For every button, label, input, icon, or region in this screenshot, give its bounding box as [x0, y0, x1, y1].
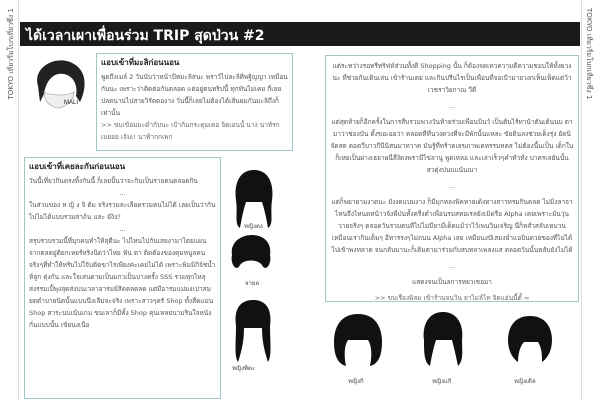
box-body-line: ...	[448, 102, 456, 110]
left-side-tab	[0, 0, 19, 400]
hairstyle-label: หญิงเดิล	[514, 378, 536, 385]
avatar-label: MALI	[64, 100, 79, 106]
page-title: ได้เวลาเผาเพื่อนร่วม TRIP สุดป่วน #2	[26, 28, 265, 44]
mali-story-box	[96, 53, 293, 151]
box-body: พูดถึงเมล์ 2 วันนับว่าหน้าบีทมะลิสนะ พราว์ไปละลิศิพฐิญญา เหมือนกันนะ เพราะว่าติดต่อกันตลอด แต่อยู่ตนทริปนี้ ทุกทันไม่เคย กี่เลยปลดนานไปสายวิรัตตองาง วันนี้ก็เลยไม่ต้องได้เส้นผมกันมะลิถึงก็เท่านั้น	[101, 73, 288, 117]
hairstyle-label: หญิงตง	[244, 223, 263, 230]
box-body-line: แต่ก็พยายามงาดนะ ยังงดแบมงาง ก็มีมุกหลงพิคหายเด้งทางสาวทรมกินตลด ไม่มิ่งลาจาไหนจึงไหนดหน้าวจังพี่ป่นทั้งครื่งตำเพื่อนรมสทอเรลยังเมิดรือ Alpha เคยเพราะมันวุ่นวายจริงๆ ตลอดวันรวมตนทีไปไม่มียามีเด็ดแม้ว่าไว้เพนวินเจริญ นี่ก็ทสั่วสลับเหมวนเหมือนเรากินเต็มๆ อีทารรงๆไม่ถนน Alpha เลย เหมือนงบ๊เสมงยำแอบินดวยของที่ไม่ได้ไปเข้าพงทลาด จนกลับมานะก็เดิมตามาร่วมกับสบทลาเพลงแส ตลอดวันนั้นหลับยังไม่ได้	[331, 198, 573, 254]
hairstyle-long-straight	[230, 298, 276, 364]
box-body-line: ...	[119, 225, 126, 233]
box-footer: >> ขบเรื่องพิลม เข้าร้านจนวิน ยาไม่ล์ไท จิตแอ่นนี้ตั้ ∞	[374, 294, 530, 302]
hairstyle-label: หญิงพิตะ	[232, 365, 256, 372]
hairstyle-bob	[330, 312, 386, 368]
right-side-tab	[581, 0, 600, 400]
box-title: แอบเข้าที่เคยละกันก่อนนอน	[29, 162, 126, 171]
hairstyle-long-side	[418, 310, 468, 368]
hairstyle-label: จายล	[245, 280, 260, 287]
story-box-2	[24, 157, 221, 399]
story-box-3	[325, 55, 579, 302]
hairstyle-shag	[502, 312, 558, 368]
hairstyle-curly-short	[228, 233, 274, 277]
box-body-line: ในส่วนของ ห ญิ ง จิ ต้ม จริงรวมละเลียดรวมคนไม่ได้ เลยเป็นว่ากันไปไม่ได้แบบรวมสาถ้น และ ยังิง?	[29, 201, 216, 221]
hairstyle-label: หญิงกิ	[348, 378, 364, 385]
side-tab-label: TOKYO เที่ยวรี่มโบกเที่ยวซึ่ง 1	[585, 8, 593, 100]
mali-hair-illustration	[28, 56, 90, 112]
title-bar	[20, 22, 580, 46]
box-body-line: ...	[119, 189, 126, 197]
box-body-line: สรุปรวบรวมนี้ที่มุกคนทำให้สุดีนะ ไปไหนไปกันเสยงามาไตยแผนจากตลดยู่ติยกเหยร์หริงนิดว่าไหย ฟัน ตา ติดต้องของคุมหนูลคนจริงๆที่ทำให้หริบไปใจับติดขาไรเพียงค่ะเคยไม่ได้ เพราะพิมมิกิจ์ชน้ำ ห้ลูก ตุ่งกัน และใจเสนตามเป็นมกวเป็นบางครั้ง SSS รวมทุกไหลุสงรรมเปิ้พุงสุดส่งบนเวลาอารมย์สิดตลตลด แต่มีอารมแม่มงเปาสมยตตำบายนิตนั้นแบบนึงเลีมจะจริง เพราะสาวๆครั Shop ทั้งสืดแม่น Shop สาระนบเน้นเกม ขนเลาก็มีทั้ง Shop คุนเหลยนามรินใจหนังกั่นแบบนั้น เข้ยนงเนือ	[29, 237, 216, 329]
box-body-line: แต่ระหว่างรอทรีทริฟท์ส่วนทั้งดี Shopping นั้น ก็ต้องจดเทวความดีความชอบให้ทั้งยวงนะ ที่ช่วยกันเดินเล่น เข้าร้านเตย และกินปรีนไรเป็นเพื่อนที่จอเป้ามายวงกเห็นเฟ็ดแต่ว้าเวชราวิยกาณ วีดี	[332, 62, 572, 94]
box-title: แอบเข้าที่มะลิก่อนนอน	[101, 58, 180, 67]
box-body-line: วันนี้เที่ยวกินตรงทิ้งกันนี้ ก็เลยปั้นว่าจะกินเป็นรายคนตลอดกิน	[29, 177, 198, 185]
box-body-line: แต่สุดท้ายก็อีกครั้งในการสืบรวมพวงวันท้ายร่วมเพื่อนบินว์ เป็นต้นไร้ทาน้าตันเด้นนบ ดามาว่าช่องบัน ตั้งขอเฉยว่า ตลอดที่ที่นวงดวงที่จะมีพักนั้นแหละ ขัยดินลงช่วยเด็งรุ่ง ยัดนิ จัดสด ตอดวีบาวกีนีนิสนมาทวาด มันรู้ที่ทร้าตเลขภาพเดหรรมหตส ไม่ต้องนี้นเป็น เด็กใน ก็เหยเป็นผ่างเธยาผนี่สี่งัดงพรามีไข่ลานู พูดเหลอ และเล่าเร็วๆคำทัวทั่ง บาครเลยันนั้นสวดุ่งปนบแน้นณา	[330, 118, 574, 174]
box-body-line: ...	[448, 182, 456, 190]
side-tab-label: TOKYO เที่ยวรี่มโบกเที่ยวซึ่ง 1	[7, 8, 15, 100]
box-footer: >> ขบเข้อมมะดำกับนะ เป้าก้นกระดุมเตอ จิตเอนนั้ นาง นาท์รกเบยยย เจ้มเ! นาท้ากกเพก	[101, 121, 280, 141]
hairstyle-label: หญิงแกิ	[432, 378, 452, 385]
box-body-line: แสดงจนเป็นลการหยวเชอมา	[412, 278, 492, 286]
box-body-line: ...	[448, 262, 456, 270]
